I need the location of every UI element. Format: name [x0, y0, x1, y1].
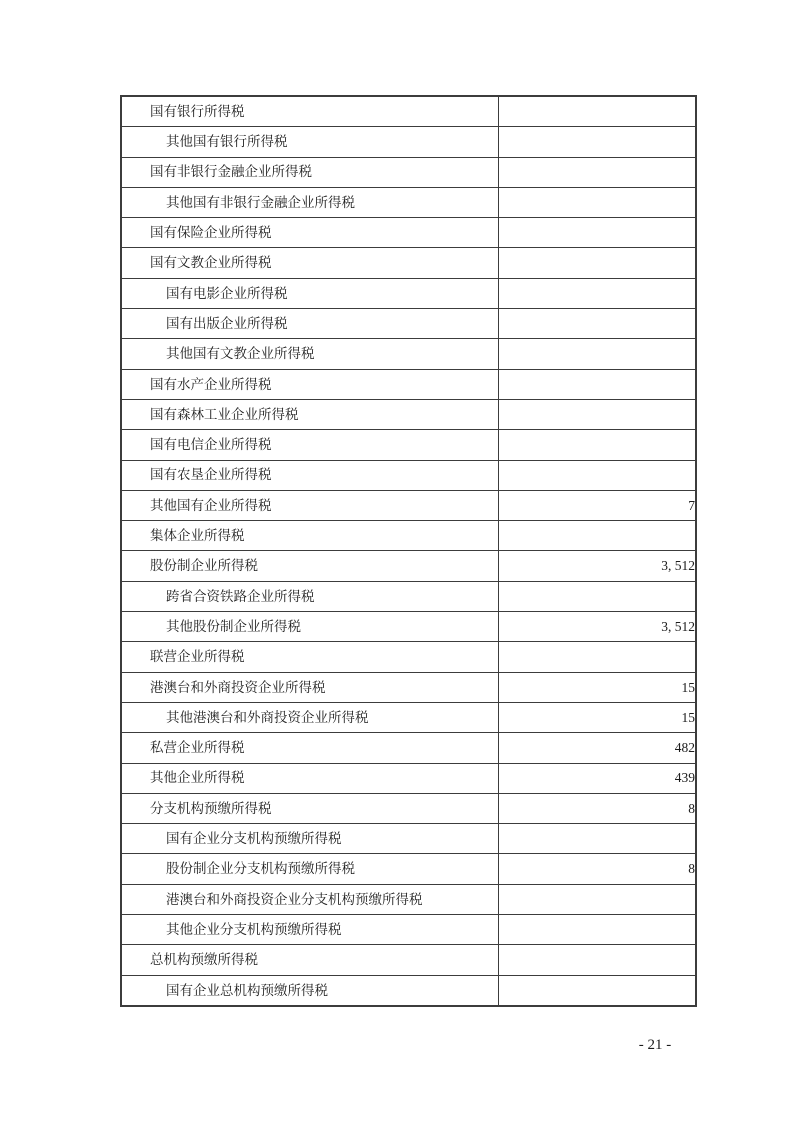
- tax-item-label: 港澳台和外商投资企业所得税: [121, 672, 498, 702]
- table-row: [121, 854, 696, 884]
- tax-item-value: [498, 96, 696, 127]
- table-row: [121, 399, 696, 429]
- table-row: [121, 309, 696, 339]
- tax-item-label: 国有银行所得税: [121, 96, 498, 127]
- tax-item-value: 15: [498, 702, 696, 732]
- tax-item-value: [498, 945, 696, 975]
- table-row: [121, 884, 696, 914]
- tax-item-value: [498, 187, 696, 217]
- tax-item-value: [498, 460, 696, 490]
- table-row: [121, 430, 696, 460]
- tax-item-label: 跨省合资铁路企业所得税: [121, 581, 498, 611]
- tax-item-value: [498, 309, 696, 339]
- tax-item-value: [498, 915, 696, 945]
- tax-item-label: 联营企业所得税: [121, 642, 498, 672]
- table-row: [121, 793, 696, 823]
- tax-item-value: [498, 278, 696, 308]
- table-row: [121, 642, 696, 672]
- tax-item-value: 3, 512: [498, 612, 696, 642]
- income-tax-table: [120, 95, 697, 1007]
- tax-item-value: [498, 339, 696, 369]
- tax-item-label: 股份制企业分支机构预缴所得税: [121, 854, 498, 884]
- tax-item-value: 8: [498, 854, 696, 884]
- tax-item-label: 其他企业分支机构预缴所得税: [121, 915, 498, 945]
- tax-item-label: 其他港澳台和外商投资企业所得税: [121, 702, 498, 732]
- tax-item-label: 国有森林工业企业所得税: [121, 399, 498, 429]
- tax-item-value: 439: [498, 763, 696, 793]
- tax-item-value: [498, 884, 696, 914]
- tax-item-label: 国有企业总机构预缴所得税: [121, 975, 498, 1006]
- tax-item-value: [498, 127, 696, 157]
- tax-item-value: [498, 248, 696, 278]
- tax-item-value: 7: [498, 490, 696, 520]
- table-row: [121, 521, 696, 551]
- table-row: [121, 490, 696, 520]
- tax-item-value: 3, 512: [498, 551, 696, 581]
- tax-item-label: 国有非银行金融企业所得税: [121, 157, 498, 187]
- tax-item-label: 集体企业所得税: [121, 521, 498, 551]
- table-row: [121, 278, 696, 308]
- tax-item-value: 482: [498, 733, 696, 763]
- table-row: [121, 733, 696, 763]
- tax-item-label: 私营企业所得税: [121, 733, 498, 763]
- tax-item-value: [498, 369, 696, 399]
- tax-item-value: [498, 157, 696, 187]
- table-body: [121, 96, 696, 1006]
- tax-item-label: 国有电影企业所得税: [121, 278, 498, 308]
- tax-item-label: 国有农垦企业所得税: [121, 460, 498, 490]
- tax-item-value: [498, 521, 696, 551]
- page-number: - 21 -: [638, 1037, 672, 1053]
- tax-item-label: 国有出版企业所得税: [121, 309, 498, 339]
- tax-item-label: 国有电信企业所得税: [121, 430, 498, 460]
- tax-item-label: 国有保险企业所得税: [121, 218, 498, 248]
- tax-item-label: 其他股份制企业所得税: [121, 612, 498, 642]
- tax-item-label: 其他国有企业所得税: [121, 490, 498, 520]
- tax-item-value: [498, 430, 696, 460]
- tax-item-label: 其他国有文教企业所得税: [121, 339, 498, 369]
- tax-item-value: [498, 642, 696, 672]
- tax-item-label: 其他企业所得税: [121, 763, 498, 793]
- table-row: [121, 551, 696, 581]
- tax-item-value: [498, 218, 696, 248]
- table-row: [121, 672, 696, 702]
- table-row: [121, 763, 696, 793]
- tax-item-value: 8: [498, 793, 696, 823]
- tax-item-value: 15: [498, 672, 696, 702]
- table-row: [121, 127, 696, 157]
- table-row: [121, 187, 696, 217]
- tax-item-value: [498, 824, 696, 854]
- tax-item-label: 股份制企业所得税: [121, 551, 498, 581]
- table-row: [121, 96, 696, 127]
- table-row: [121, 460, 696, 490]
- tax-item-label: 其他国有银行所得税: [121, 127, 498, 157]
- tax-item-label: 国有企业分支机构预缴所得税: [121, 824, 498, 854]
- table-row: [121, 915, 696, 945]
- table-row: [121, 248, 696, 278]
- tax-item-label: 分支机构预缴所得税: [121, 793, 498, 823]
- tax-item-value: [498, 399, 696, 429]
- table-row: [121, 157, 696, 187]
- table-row: [121, 945, 696, 975]
- tax-item-label: 国有水产企业所得税: [121, 369, 498, 399]
- tax-item-label: 国有文教企业所得税: [121, 248, 498, 278]
- tax-item-value: [498, 975, 696, 1006]
- table-row: [121, 369, 696, 399]
- tax-item-label: 总机构预缴所得税: [121, 945, 498, 975]
- table-row: [121, 702, 696, 732]
- tax-item-label: 其他国有非银行金融企业所得税: [121, 187, 498, 217]
- table-row: [121, 218, 696, 248]
- table-row: [121, 824, 696, 854]
- tax-item-label: 港澳台和外商投资企业分支机构预缴所得税: [121, 884, 498, 914]
- table-row: [121, 581, 696, 611]
- table-row: [121, 339, 696, 369]
- table-row: [121, 612, 696, 642]
- tax-item-value: [498, 581, 696, 611]
- table-row: [121, 975, 696, 1006]
